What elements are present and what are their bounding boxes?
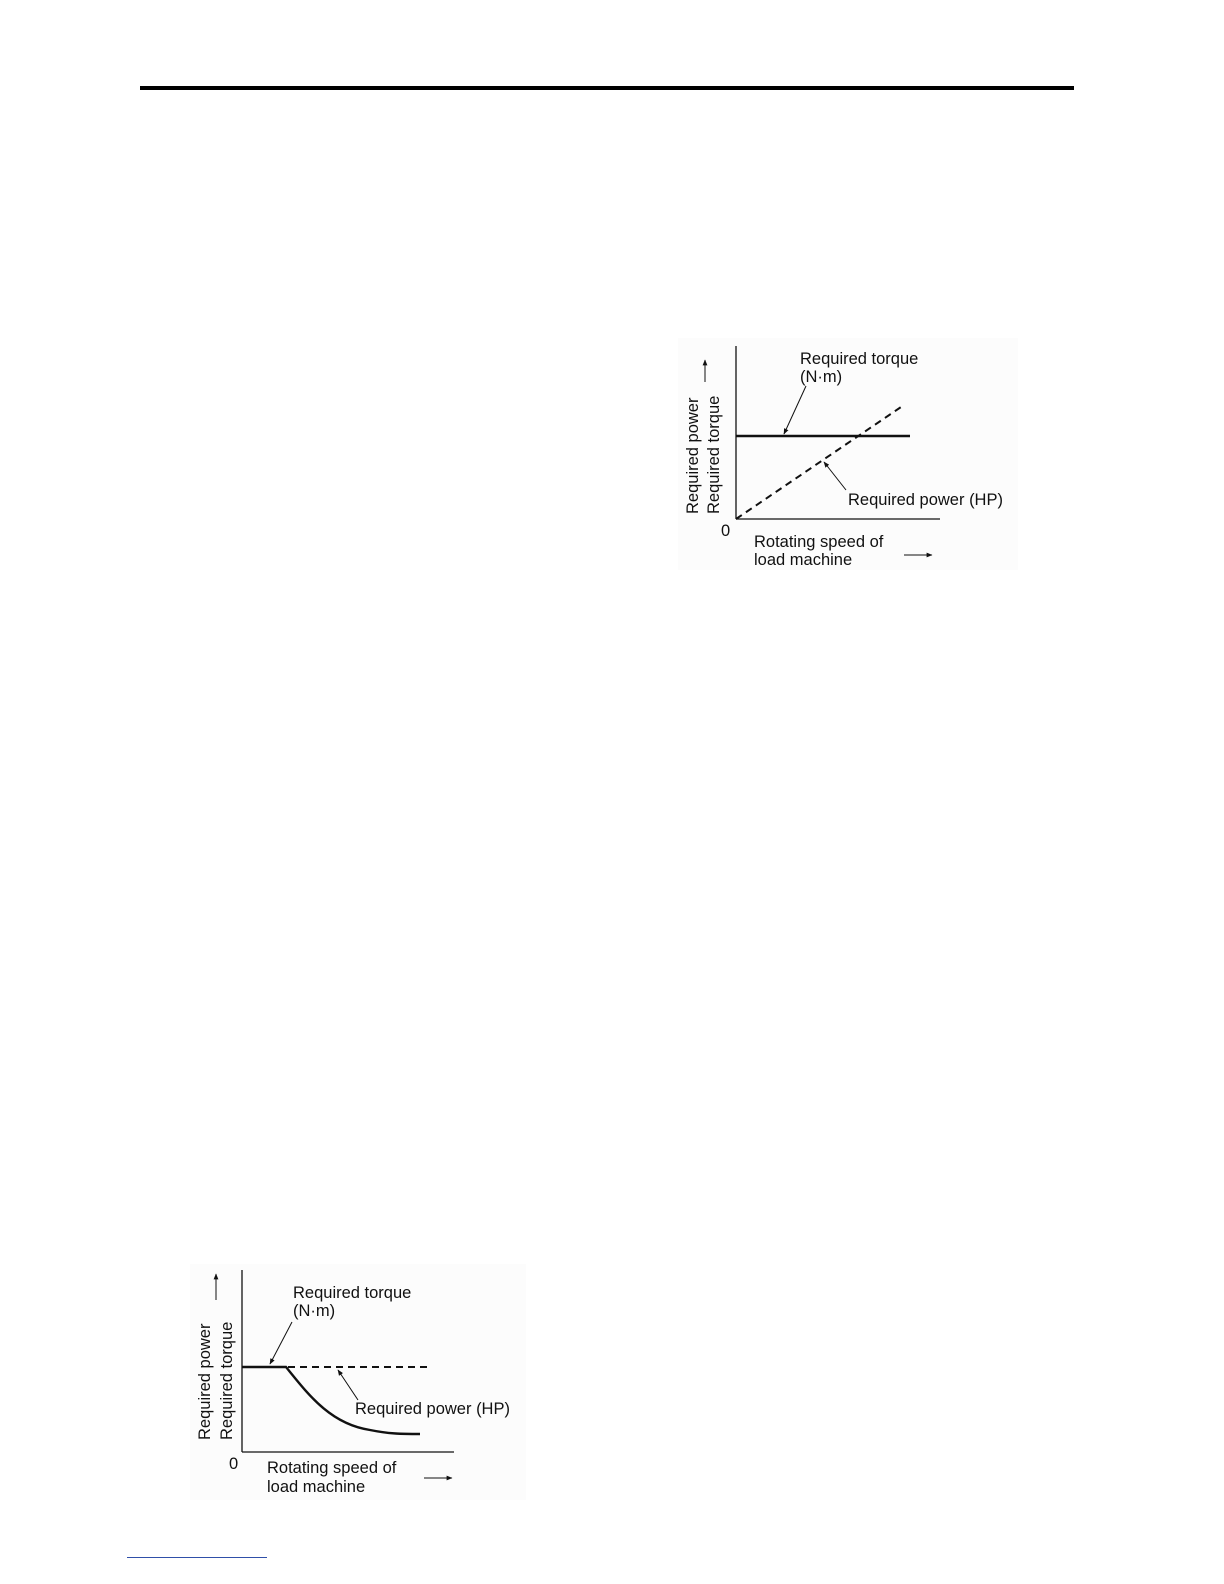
y-axis-label-2: Required torque bbox=[218, 1321, 236, 1440]
origin-label: 0 bbox=[721, 522, 731, 540]
torque-label: Required torque bbox=[293, 1284, 412, 1302]
x-axis-label: Rotating speed of bbox=[267, 1459, 397, 1477]
y-axis-label: Required power bbox=[684, 397, 702, 514]
torque-label: Required torque bbox=[800, 350, 919, 368]
footnote-rule bbox=[127, 1557, 267, 1558]
y-axis-label-2: Required torque bbox=[705, 395, 723, 514]
constant-torque-diagram bbox=[678, 338, 1018, 570]
power-leader bbox=[338, 1370, 358, 1400]
constant-output-diagram bbox=[190, 1264, 526, 1500]
header-rule bbox=[140, 86, 1074, 90]
x-axis-label: Rotating speed of bbox=[754, 533, 884, 551]
torque-unit-label: (N·m) bbox=[800, 368, 843, 386]
torque-unit-label: (N·m) bbox=[293, 1302, 336, 1320]
x-axis-label-2: load machine bbox=[754, 551, 853, 569]
constant-torque-figure bbox=[678, 338, 1018, 570]
torque-leader bbox=[270, 1322, 292, 1364]
power-label: Required power (HP) bbox=[355, 1400, 510, 1418]
power-leader bbox=[824, 462, 846, 490]
origin-label: 0 bbox=[229, 1455, 239, 1473]
x-axis-label-2: load machine bbox=[267, 1478, 366, 1496]
y-axis-label: Required power bbox=[196, 1323, 214, 1440]
power-label: Required power (HP) bbox=[848, 491, 1003, 509]
constant-output-figure bbox=[190, 1264, 526, 1500]
torque-leader bbox=[784, 386, 806, 434]
